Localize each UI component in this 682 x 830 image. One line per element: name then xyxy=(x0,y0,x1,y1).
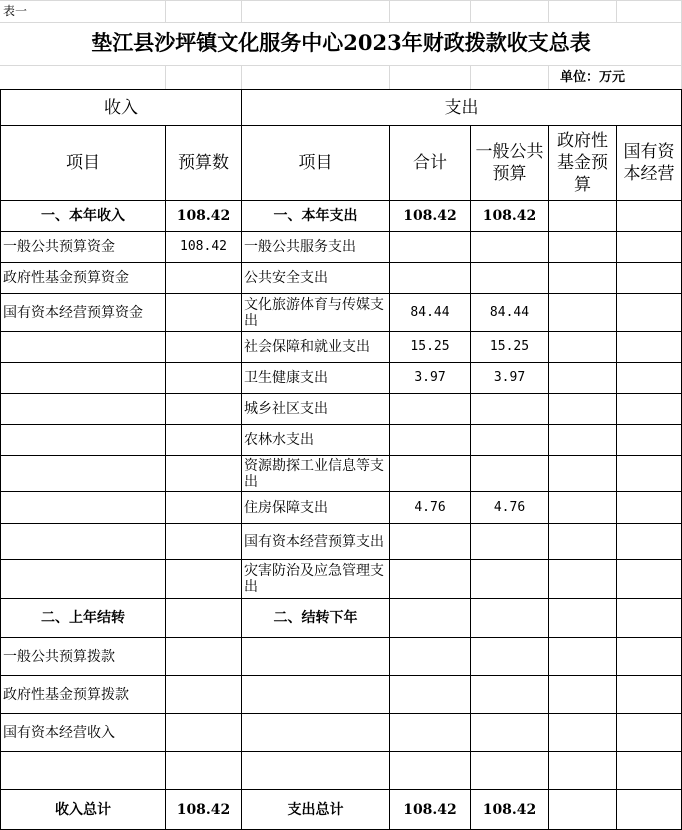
general-value: 4.76 xyxy=(471,492,549,524)
general-budget-header: 一般公共预算 xyxy=(471,126,549,201)
expense-item: 一般公共服务支出 xyxy=(242,232,390,263)
prior-year-row xyxy=(1,599,682,638)
empty-cell xyxy=(549,201,617,232)
empty-cell xyxy=(166,714,242,752)
income-item xyxy=(1,524,166,560)
empty-cell xyxy=(242,752,390,790)
expense-total-value: 108.42 xyxy=(390,790,471,830)
income-item xyxy=(1,456,166,492)
empty-cell xyxy=(471,676,549,714)
empty-cell xyxy=(617,560,682,599)
gridline xyxy=(616,0,617,22)
prior-income-label: 二、上年结转 xyxy=(1,599,166,638)
current-expense-general: 108.42 xyxy=(471,201,549,232)
gridline xyxy=(0,65,681,66)
empty-cell xyxy=(549,492,617,524)
general-value xyxy=(471,394,549,425)
expense-item: 国有资本经营预算支出 xyxy=(242,524,390,560)
table-row xyxy=(1,332,682,363)
total-value: 3.97 xyxy=(390,363,471,394)
total-value xyxy=(390,425,471,456)
gridline xyxy=(241,65,242,89)
empty-cell xyxy=(617,232,682,263)
empty-cell xyxy=(617,332,682,363)
page-title: 垫江县沙坪镇文化服务中心2023年财政拨款收支总表 xyxy=(91,30,591,55)
empty-cell xyxy=(617,524,682,560)
budget-value xyxy=(166,492,242,524)
expense-item-header: 项目 xyxy=(242,126,390,201)
empty-cell xyxy=(617,425,682,456)
general-value xyxy=(471,524,549,560)
empty-cell xyxy=(242,676,390,714)
empty-cell xyxy=(617,638,682,676)
total-value: 15.25 xyxy=(390,332,471,363)
expense-item: 社会保障和就业支出 xyxy=(242,332,390,363)
income-item xyxy=(1,425,166,456)
header-row-1 xyxy=(1,90,682,126)
budget-value xyxy=(166,560,242,599)
general-value xyxy=(471,560,549,599)
income-item: 政府性基金预算资金 xyxy=(1,263,166,294)
table-row xyxy=(1,263,682,294)
empty-cell xyxy=(166,752,242,790)
gridline xyxy=(470,65,471,89)
general-value xyxy=(471,263,549,294)
income-item: 国有资本经营预算资金 xyxy=(1,294,166,332)
general-value: 84.44 xyxy=(471,294,549,332)
empty-cell xyxy=(549,790,617,830)
gridline xyxy=(548,65,549,89)
total-value xyxy=(390,263,471,294)
general-value: 3.97 xyxy=(471,363,549,394)
income-item xyxy=(1,363,166,394)
empty-cell xyxy=(390,714,471,752)
gridline xyxy=(548,0,549,22)
empty-cell xyxy=(549,752,617,790)
table-row xyxy=(1,394,682,425)
empty-cell xyxy=(617,599,682,638)
empty-cell xyxy=(549,394,617,425)
empty-cell xyxy=(549,294,617,332)
total-header: 合计 xyxy=(390,126,471,201)
empty-cell xyxy=(471,638,549,676)
empty-cell xyxy=(471,599,549,638)
expense-general-total: 108.42 xyxy=(471,790,549,830)
income-item: 一般公共预算资金 xyxy=(1,232,166,263)
empty-cell xyxy=(617,752,682,790)
empty-cell xyxy=(549,676,617,714)
general-value xyxy=(471,456,549,492)
table-row xyxy=(1,232,682,263)
state-capital-header: 国有资本经营 xyxy=(617,126,682,201)
total-value xyxy=(390,560,471,599)
empty-cell xyxy=(617,394,682,425)
current-expense-label: 一、本年支出 xyxy=(242,201,390,232)
empty-cell xyxy=(242,638,390,676)
budget-value: 108.42 xyxy=(166,232,242,263)
totals-row xyxy=(1,790,682,830)
general-value xyxy=(471,232,549,263)
prior-income-item: 政府性基金预算拨款 xyxy=(1,676,166,714)
sheet-tag: 表一 xyxy=(3,4,28,18)
general-value xyxy=(471,425,549,456)
expense-item: 资源勘探工业信息等支出 xyxy=(242,456,390,492)
budget-value xyxy=(166,456,242,492)
expense-total-label: 支出总计 xyxy=(242,790,390,830)
income-item xyxy=(1,394,166,425)
empty-cell xyxy=(617,492,682,524)
header-row-2 xyxy=(1,126,682,201)
total-value: 84.44 xyxy=(390,294,471,332)
total-value xyxy=(390,394,471,425)
income-item-header: 项目 xyxy=(1,126,166,201)
prior-expense-label: 二、结转下年 xyxy=(242,599,390,638)
budget-value xyxy=(166,425,242,456)
unit-label: 单位：万元 xyxy=(560,70,626,85)
gridline xyxy=(241,0,242,22)
gov-fund-header: 政府性基金预算 xyxy=(549,126,617,201)
prior-income-item xyxy=(1,752,166,790)
budget-header: 预算数 xyxy=(166,126,242,201)
total-value: 4.76 xyxy=(390,492,471,524)
general-value: 15.25 xyxy=(471,332,549,363)
empty-cell xyxy=(617,676,682,714)
table-row xyxy=(1,456,682,492)
empty-cell xyxy=(549,560,617,599)
table-row xyxy=(1,425,682,456)
empty-cell xyxy=(549,599,617,638)
expense-item: 文化旅游体育与传媒支出 xyxy=(242,294,390,332)
budget-value xyxy=(166,363,242,394)
empty-cell xyxy=(549,714,617,752)
budget-value xyxy=(166,332,242,363)
empty-cell xyxy=(549,638,617,676)
expense-item: 住房保障支出 xyxy=(242,492,390,524)
empty-cell xyxy=(166,676,242,714)
expense-item: 城乡社区支出 xyxy=(242,394,390,425)
empty-cell xyxy=(617,714,682,752)
empty-cell xyxy=(390,599,471,638)
empty-cell xyxy=(390,752,471,790)
budget-value xyxy=(166,294,242,332)
income-item xyxy=(1,560,166,599)
expense-item: 农林水支出 xyxy=(242,425,390,456)
table-row xyxy=(1,363,682,394)
current-income-label: 一、本年收入 xyxy=(1,201,166,232)
current-expense-total: 108.42 xyxy=(390,201,471,232)
empty-cell xyxy=(549,232,617,263)
current-income-value: 108.42 xyxy=(166,201,242,232)
income-item xyxy=(1,332,166,363)
gridline xyxy=(165,65,166,89)
table-row xyxy=(1,294,682,332)
table-row xyxy=(1,638,682,676)
empty-cell xyxy=(617,363,682,394)
empty-cell xyxy=(471,714,549,752)
empty-cell xyxy=(617,201,682,232)
empty-cell xyxy=(617,456,682,492)
empty-cell xyxy=(549,425,617,456)
gridline xyxy=(389,65,390,89)
budget-summary-table xyxy=(0,89,682,830)
income-total-value: 108.42 xyxy=(166,790,242,830)
budget-value xyxy=(166,394,242,425)
table-row xyxy=(1,714,682,752)
prior-income-item: 国有资本经营收入 xyxy=(1,714,166,752)
income-header: 收入 xyxy=(1,90,242,126)
table-row xyxy=(1,492,682,524)
total-value xyxy=(390,456,471,492)
total-value xyxy=(390,524,471,560)
expense-item: 卫生健康支出 xyxy=(242,363,390,394)
gridline xyxy=(389,0,390,22)
budget-value xyxy=(166,263,242,294)
empty-cell xyxy=(549,332,617,363)
gridline xyxy=(0,22,681,23)
empty-cell xyxy=(549,363,617,394)
empty-cell xyxy=(242,714,390,752)
empty-cell xyxy=(166,599,242,638)
empty-cell xyxy=(390,676,471,714)
table-row xyxy=(1,752,682,790)
table-row xyxy=(1,560,682,599)
expense-header: 支出 xyxy=(242,90,682,126)
empty-cell xyxy=(390,638,471,676)
empty-cell xyxy=(471,752,549,790)
empty-cell xyxy=(617,263,682,294)
gridline xyxy=(165,0,166,22)
empty-cell xyxy=(549,263,617,294)
expense-item: 灾害防治及应急管理支出 xyxy=(242,560,390,599)
empty-cell xyxy=(549,524,617,560)
total-value xyxy=(390,232,471,263)
income-item xyxy=(1,492,166,524)
empty-cell xyxy=(617,790,682,830)
expense-item: 公共安全支出 xyxy=(242,263,390,294)
table-row xyxy=(1,676,682,714)
prior-income-item: 一般公共预算拨款 xyxy=(1,638,166,676)
table-row xyxy=(1,524,682,560)
empty-cell xyxy=(617,294,682,332)
gridline xyxy=(0,0,681,1)
empty-cell xyxy=(549,456,617,492)
current-year-row xyxy=(1,201,682,232)
gridline xyxy=(470,0,471,22)
budget-value xyxy=(166,524,242,560)
income-total-label: 收入总计 xyxy=(1,790,166,830)
empty-cell xyxy=(166,638,242,676)
